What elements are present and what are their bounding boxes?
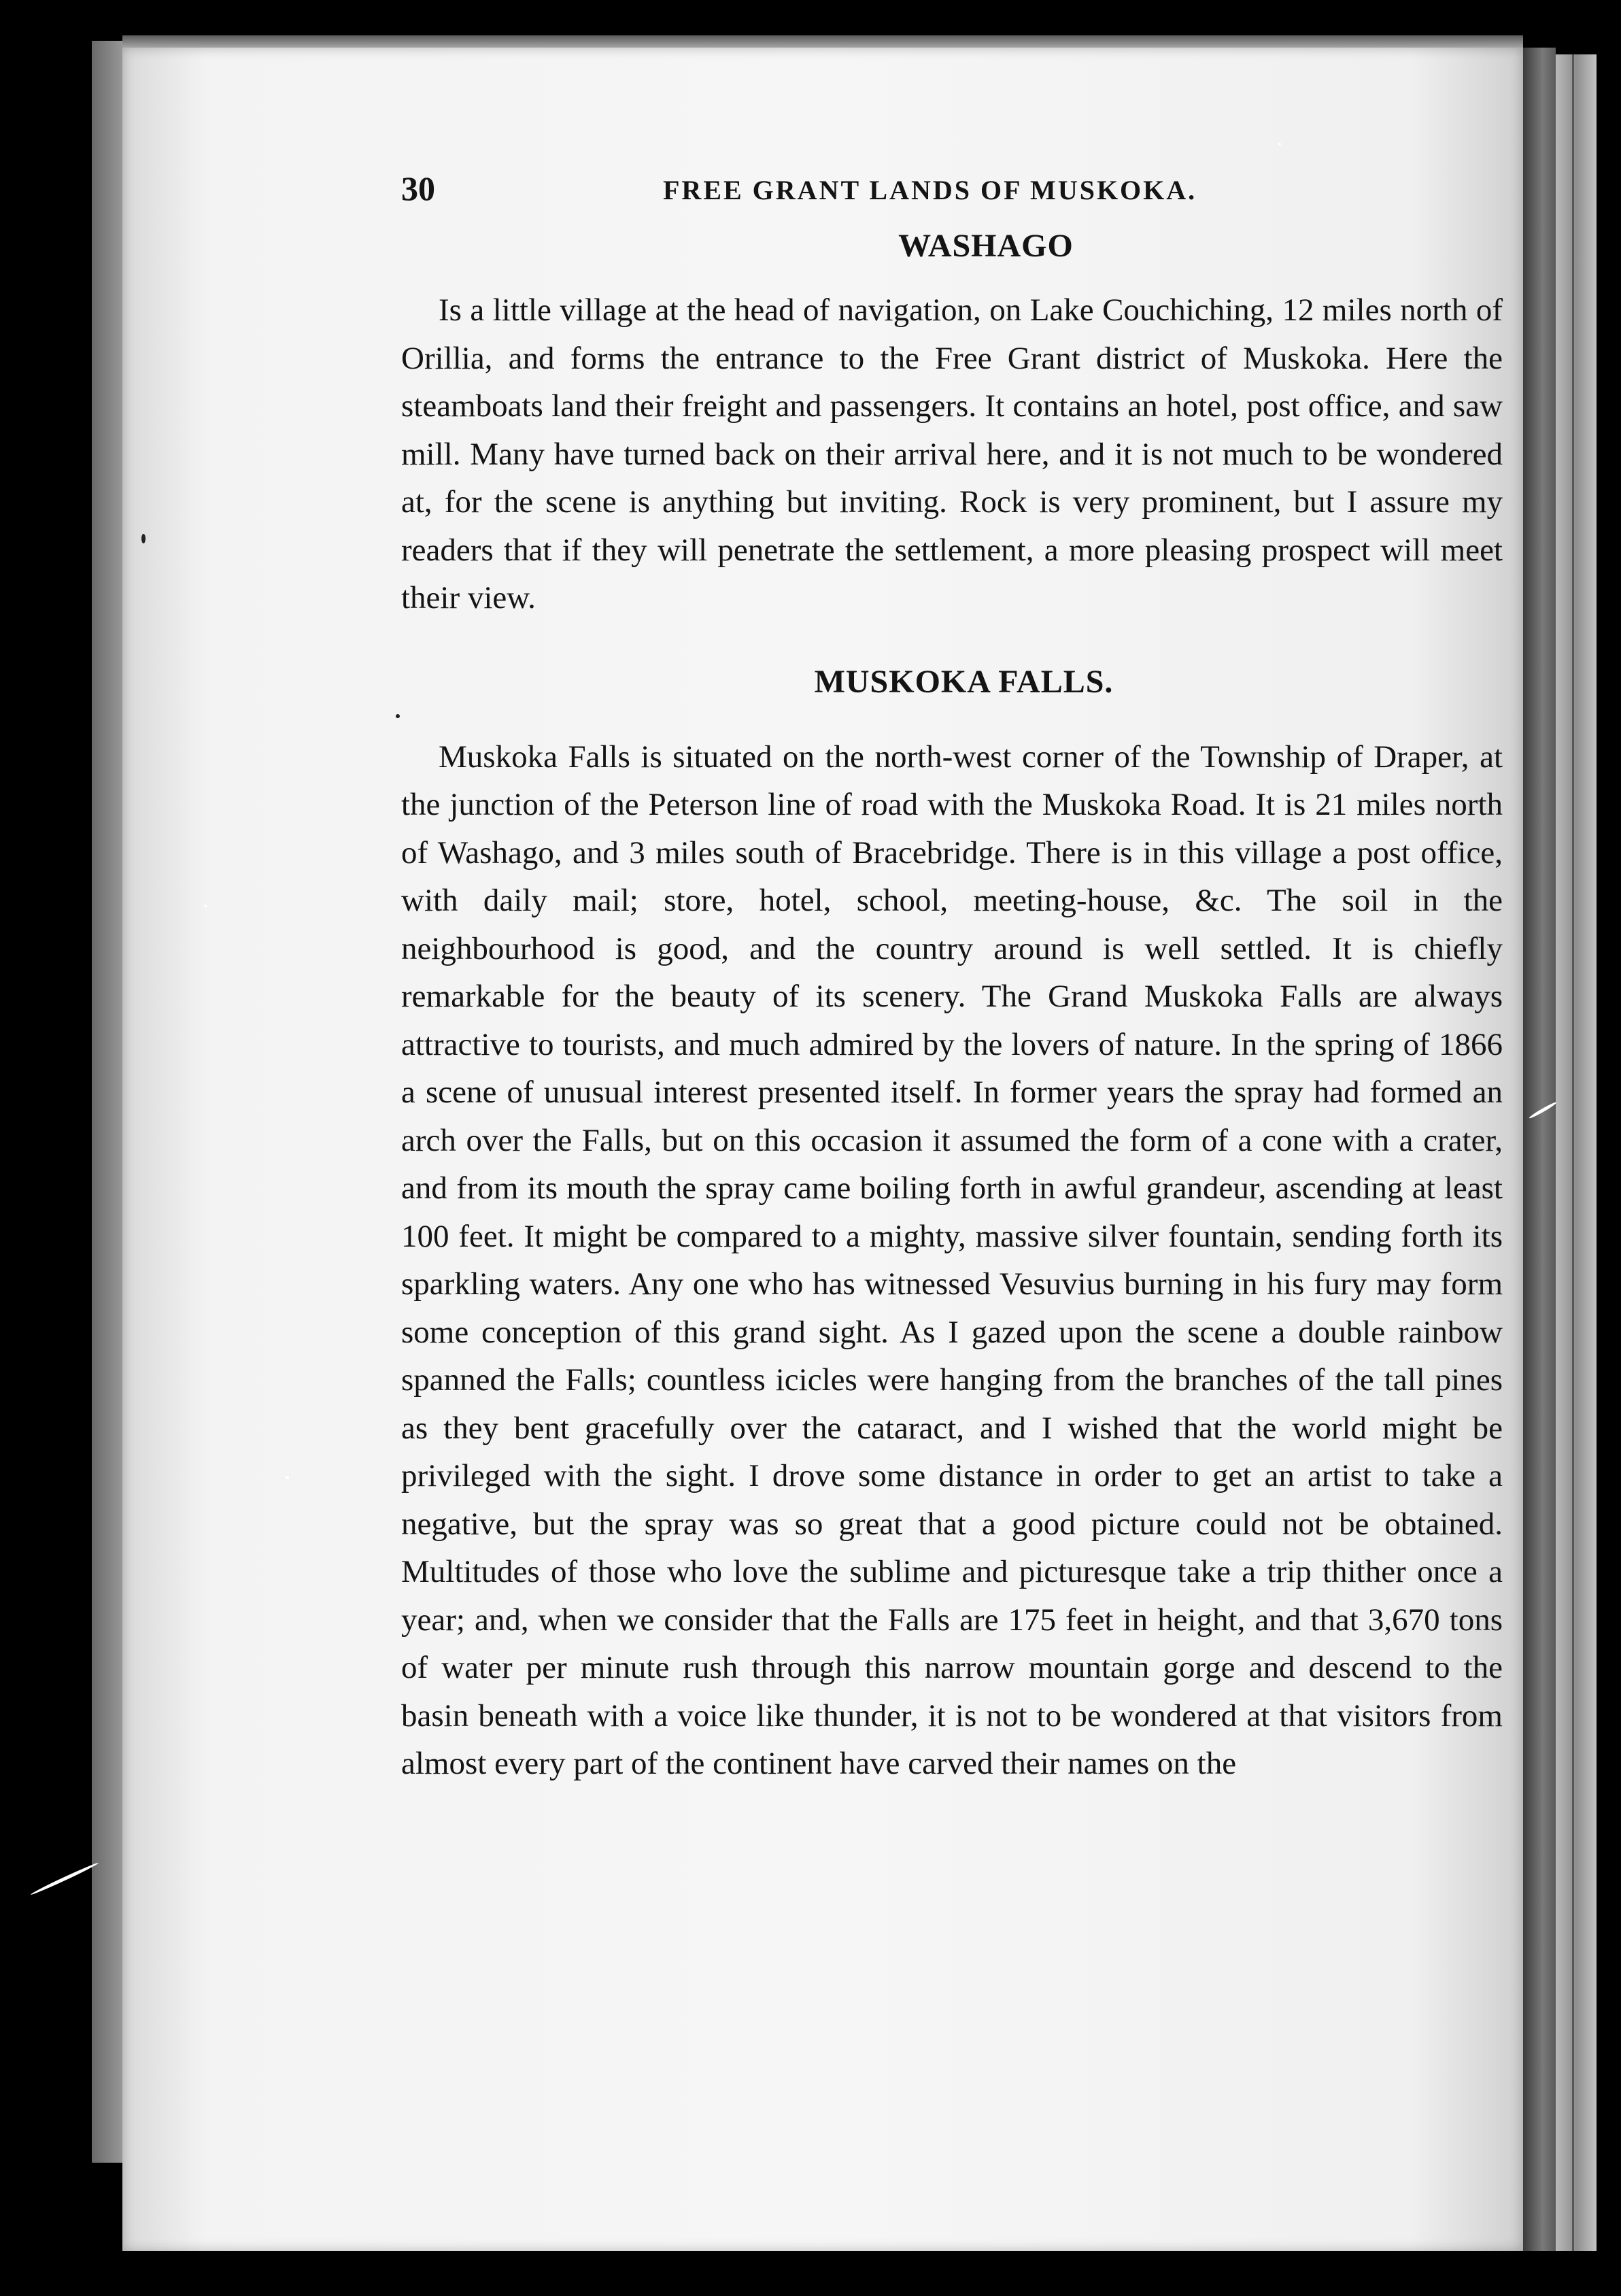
page-edge-line	[1572, 54, 1574, 2251]
scratch-mark	[30, 1861, 99, 1896]
dust-speck	[286, 1476, 289, 1479]
section-heading-washago: WASHAGO	[898, 228, 1074, 264]
section-heading-muskoka-falls: MUSKOKA FALLS.	[814, 663, 1114, 700]
paragraph-washago: Is a little village at the head of navigation, on Lake Couchiching, 12 miles north of Orillia, and forms the entrance to the Free Grant district of Muskoka. Here the steamboats land their freight and passengers. It contains an hotel, post office, and saw mill. Many have turned back on their arrival here, and it is not much to be wondered at, for the scene is anything but inviting. Rock is very prominent, but I assure my readers that if they will penetrate the settlement, a more pleasing prospect will meet their view.	[401, 292, 1503, 615]
page-text-block	[401, 169, 1503, 1788]
running-header	[401, 169, 1503, 212]
dust-speck	[141, 534, 146, 543]
stacked-pages-edge	[1556, 54, 1597, 2251]
paragraph-muskoka-falls: Muskoka Falls is situated on the north-west corner of the Township of Draper, at the junction of the Peterson line of road with the Muskoka Road. It is 21 miles north of Washago, and 3 miles south of Bracebridge. There is in this village a post office, with daily mail; store, hotel, school, meeting-house, &c. The soil in the neighbourhood is good, and the country around is well settled. It is chiefly remarkable for the beauty of its scenery. The Grand Muskoka Falls are always attractive to tourists, and much admired by the lovers of nature. In the spring of 1866 a scene of unusual interest presented itself. In former years the spray had formed an arch over the Falls, but on this occasion it assumed the form of a cone with a crater, and from its mouth the spray came boiling forth in awful grandeur, ascending at least 100 feet. It might be compared to a mighty, massive silver fountain, sending forth its sparkling waters. Any one who has witnessed Vesuvius burning in his fury may form some conception of this grand sight. As I gazed upon the scene a double rainbow spanned the Falls; countless icicles were hanging from the branches of the tall pines as they bent gracefully over the cataract, and I wished that the world might be privileged with the sight. I drove some distance in order to get an artist to take a negative, but the spray was so great that a good picture could not be obtained. Multitudes of those who love the sublime and picturesque take a trip thither once a year; and, when we consider that the Falls are 175 feet in height, and that 3,670 tons of water per minute rush through this narrow mountain gorge and descend to the basin beneath with a voice like thunder, it is not to be wondered at that visitors from almost every part of the continent have carved their names on the	[401, 739, 1503, 1781]
dust-speck	[204, 905, 207, 907]
page-number: 30	[401, 169, 435, 207]
running-title: FREE GRANT LANDS OF MUSKOKA.	[663, 175, 1197, 205]
dust-speck	[1278, 143, 1281, 146]
page-gutter-shadow	[1523, 48, 1556, 2251]
dust-speck	[396, 714, 400, 718]
